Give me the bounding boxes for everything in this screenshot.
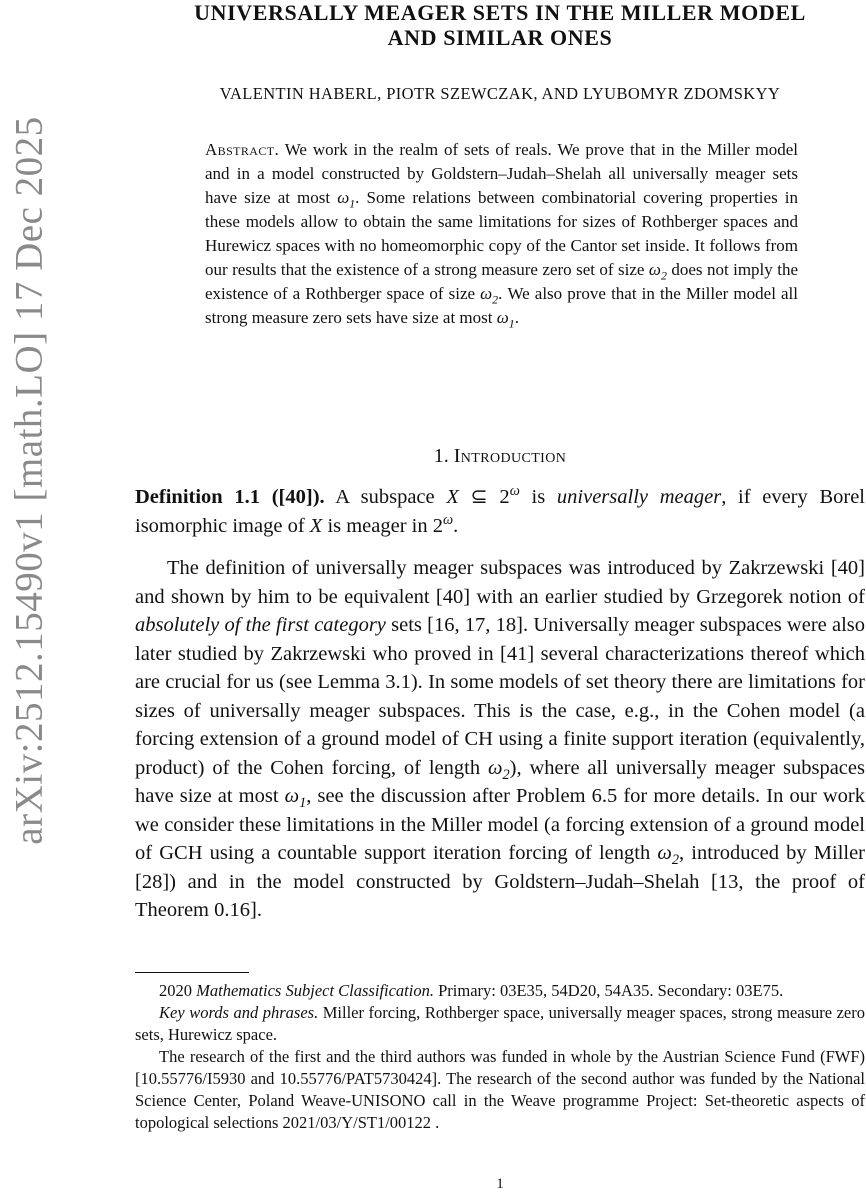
section-number: 1. [433,445,449,467]
paragraph-t4: , see the discussion after Problem 6.5 for more details. In our work we consider these limitations in the Miller model (a forcing extension of a ground model of GCH using a countable support iteration forcing of length [135,785,865,864]
abstract-text-a: We work in the realm of sets of reals. We prove that in the Miller model and in a model constructed by Goldstern–Judah–Shelah all universally meager sets have size at most [205,140,798,207]
section-title: Introduction [453,445,567,467]
math-x: X [309,514,323,537]
definition-text-a: A subspace [324,486,447,508]
msc-text: Primary: 03E35, 54D20, 54A35. Secondary: 03E75. [433,981,784,1000]
keywords-label: Key words and phrases. [159,1003,319,1022]
abstract [205,138,798,330]
msc-year: 2020 [159,981,197,1000]
footnote-funding: The research of the first and the third authors was funded in whole by the Austrian Science Fund (FWF) [10.55776/I5930 and 10.55776/PAT5730424]. The research of the second author was funded by the National Science Center, Poland Weave-UNISONO call in the Weave programme Project: Set-theoretic aspects of topological selections 2021/03/Y/ST1/00122 . [135,1047,865,1132]
math-omega2: $\omega_2$ [487,756,510,783]
definition-text-d: is meager in [322,514,433,537]
msc-label: Mathematics Subject Classification. [196,981,434,1000]
definition-text-c: , if every Borel isomorphic image of [135,486,866,537]
paragraph-t3: ), where all universally meager subspaces have size at most [135,756,865,807]
definition-text-b: is [519,486,557,508]
abstract-text-e: . [514,308,519,327]
section-heading [135,445,865,468]
paper-authors: VALENTIN HABERL, PIOTR SZEWCZAK, AND LYUBOMYR ZDOMSKYY [219,84,781,103]
definition: Definition 1.1 ([40]). A subspace X ⊆ $2^\omega$ is universally meager, if every Borel isomorphic image of X is meager in $2^\omega$. [135,483,866,537]
paragraph-t2: sets [16, 17, 18]. Universally meager subspaces were also later studied by Zakrzewski who proved in [41] several characterizations thereof which are crucial for us (see Lemma 3.1). In some models of set theory there are limitations for sizes of universally meager subspaces. This is the case, e.g., in the Cohen model (a forcing extension of a ground model of CH using a finite support iteration (equivalently, product) of the Cohen forcing, of length [135,614,866,779]
title-line-1: UNIVERSALLY MEAGER SETS IN THE MILLER MODEL [194,0,806,25]
abstract-text-b: . Some relations between combinatorial covering properties in these models allow to obtain the same limitations for sizes of Rothberger spaces and Hurewicz spaces with no homeomorphic copy of the Cantor set inside. It follows from our results that the existence of a strong measure zero set of size [205,188,799,279]
paragraph-t5: , introduced by Miller [28]) and in the model constructed by Goldstern–Judah–Shelah [13, the proof of Theorem 0.16]. [135,842,866,921]
math-omega1: $\omega_1$ [284,785,307,812]
definition-cite: ([40]). [271,486,325,508]
footnote-msc [135,980,865,1002]
paragraph-t1: The definition of universally meager subspaces was introduced by Zakrzewski [40] and shown by him to be equivalent [40] with an earlier studied by Grzegorek notion of [135,557,865,608]
footnote-keywords [135,1002,865,1046]
paragraph-emphasis: absolutely of the first category [135,614,386,636]
math-omega1: $\omega_1$ [496,308,515,331]
arxiv-stamp-text: arXiv:2512.15490v1 [math.LO] 17 Dec 2025 [7,115,51,845]
math-omega2: $\omega_2$ [480,284,499,307]
footnote-rule [135,972,249,973]
definition-term: universally meager [556,486,722,508]
paper-title [120,0,866,50]
abstract-text-c: does not imply the existence of a Rothberger space of size [205,260,798,303]
abstract-text-d: . We also prove that in the Miller model all strong measure zero sets have size at most [205,284,798,327]
intro-paragraph [135,554,865,925]
arxiv-stamp [0,115,58,845]
page-number: 1 [496,1176,504,1192]
keywords-text: Miller forcing, Rothberger space, universally meager spaces, strong measure zero sets, Hurewicz space. [135,1003,865,1044]
math-omega2: $\omega_2$ [648,260,667,283]
math-subset-cantor: X [446,486,459,508]
math-cantor: $2^\omega$ [432,511,454,537]
math-omega1: $\omega_1$ [337,188,356,211]
footnotes [135,980,865,1134]
math-omega2: $\omega_2$ [657,842,680,869]
main-body [135,483,865,925]
definition-label: Definition 1.1 [135,486,261,508]
abstract-label: Abstract. [205,140,280,159]
title-line-2: AND SIMILAR ONES [387,25,613,50]
